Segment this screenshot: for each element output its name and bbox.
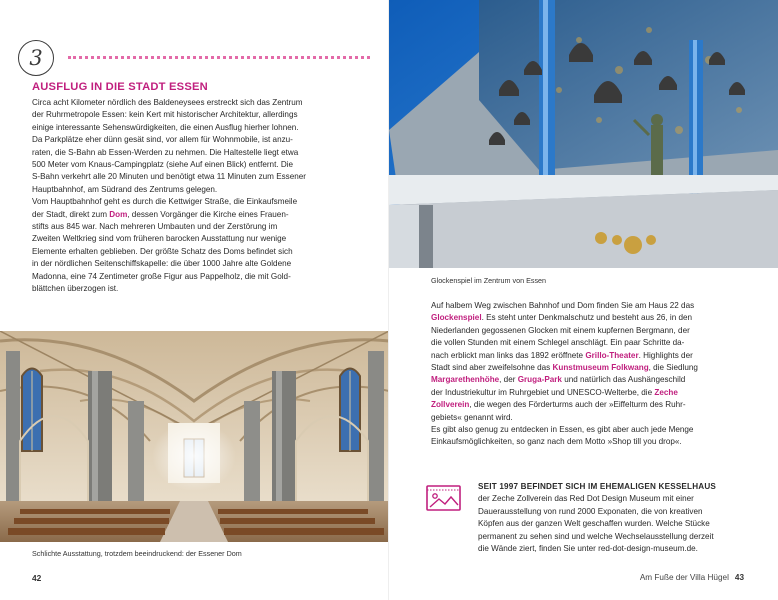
text-run: . Es steht unter Denkmalschutz und besteht aus 26, in den bbox=[481, 313, 693, 323]
chapter-number: 3 bbox=[29, 46, 43, 70]
page-number-right: 43 bbox=[734, 573, 744, 582]
photo-caption-dom: Schlichte Ausstattung, trotzdem beeindruckend: der Essener Dom bbox=[32, 549, 242, 558]
paragraph-1-line: der Ruhrmetropole Essen: kein Kert mit historischer Architektur, allerdings bbox=[32, 110, 298, 120]
body-line: Niederlanden gegossenen Glocken mit einem kupfernen Bergmann, der bbox=[431, 325, 690, 335]
info-box-line: Dauerausstellung von rund 2000 Exponaten, die von kreativen bbox=[478, 506, 703, 516]
photo-caption-glockenspiel: Glockenspiel im Zentrum von Essen bbox=[431, 276, 547, 285]
paragraph-1-line: Circa acht Kilometer nördlich des Baldeneysees erstreckt sich das Zentrum bbox=[32, 98, 303, 107]
paragraph-2-line: Vom Hauptbahnhof geht es durch die Kettwiger Straße, die Einkaufsmeile bbox=[32, 197, 298, 207]
body-line: Es gibt also genug zu entdecken in Essen, es gibt aber auch jede Menge bbox=[431, 425, 694, 435]
chapter-number-badge bbox=[18, 40, 54, 76]
highlight-dom: Dom bbox=[109, 209, 128, 219]
body-line: gebiets« genannt wird. bbox=[431, 412, 513, 422]
cathedral-illustration bbox=[0, 331, 389, 542]
highlight-grillo-theater: Grillo-Theater bbox=[585, 350, 639, 360]
running-head bbox=[640, 573, 744, 582]
info-box-line: permanent zu sehen sind und welche Wechselausstellung derzeit bbox=[478, 531, 714, 541]
text-run: , der bbox=[499, 375, 518, 385]
paragraph-2-line bbox=[32, 209, 378, 221]
cathedral-interior-photo bbox=[0, 331, 389, 542]
info-box-line: der Zeche Zollverein das Red Dot Design Museum mit einer bbox=[478, 494, 694, 504]
text-run: nach erblickt man links das 1892 eröffnete bbox=[431, 350, 586, 360]
highlight-glockenspiel: Glockenspiel bbox=[431, 313, 482, 323]
running-head-title: Am Fuße der Villa Hügel bbox=[639, 573, 729, 582]
right-page bbox=[389, 0, 778, 600]
glockenspiel-illustration bbox=[389, 0, 778, 268]
paragraph-2-line: Zweiten Weltkrieg sind vom früheren barocken Ausstattung nur wenige bbox=[32, 234, 287, 244]
dotted-divider bbox=[68, 56, 370, 59]
highlight-zeche: Zeche bbox=[654, 387, 678, 397]
text-run: der Stadt, direkt zum bbox=[32, 209, 110, 219]
body-line bbox=[431, 350, 753, 362]
paragraph-1-line: einige interessante Sehenswürdigkeiten, die einen Ausflug hierher lohnen. bbox=[32, 122, 299, 132]
text-run: , dessen Vorgänger die Kirche eines Frauen- bbox=[127, 209, 289, 219]
body-line bbox=[431, 387, 753, 399]
paragraph-1-line: 500 Meter vom Knaus-Campingplatz (siehe Auf einen Blick) entfernt. Die bbox=[32, 160, 294, 170]
gallery-picture-icon bbox=[425, 482, 462, 513]
paragraph-1-line: raten, die S-Bahn ab Essen-Werden zu nehmen. Die Haltestelle liegt etwa bbox=[32, 147, 299, 157]
info-box-title: SEIT 1997 BEFINDET SICH IM EHEMALIGEN KESSELHAUS bbox=[478, 482, 717, 491]
text-run: , die wegen des Förderturms auch der »Eiffelturm des Ruhr- bbox=[469, 400, 686, 410]
paragraph-1-line: Hauptbahnhof, am Südrand des Zentrums gelegen. bbox=[32, 184, 218, 194]
info-box-line: die Wände ziert, finden Sie unter red-dot-design-museum.de. bbox=[478, 544, 698, 554]
highlight-zollverein: Zollverein bbox=[431, 400, 470, 410]
paragraph-2-line: Elemente erhalten geblieben. Der größte Schatz des Doms befindet sich bbox=[32, 246, 293, 256]
paragraph-1-line: Da Parkplätze eher dünn gesät sind, vor allem für Wohnmobile, ist anzu- bbox=[32, 135, 293, 145]
text-run: Stadt sind aber zweifelsohne das bbox=[431, 363, 553, 373]
body-line bbox=[431, 362, 753, 374]
text-run: und natürlich das Aushängeschild bbox=[561, 375, 686, 385]
info-box-line: Köpfen aus der ganzen Welt geschaffen wurden. Welche Stücke bbox=[478, 519, 710, 529]
body-line bbox=[431, 374, 753, 386]
left-body-text bbox=[32, 97, 378, 296]
text-run: , die Siedlung bbox=[648, 363, 698, 373]
body-line: Einkaufsmöglichkeiten, so ganz nach dem Motto »Shop till you drop«. bbox=[431, 437, 682, 447]
section-title: AUSFLUG IN DIE STADT ESSEN bbox=[32, 81, 208, 93]
body-line: die vollen Stunden mit einem Schlegel anschlägt. Ein paar Schritte da- bbox=[431, 338, 685, 348]
body-line: Auf halbem Weg zwischen Bahnhof und Dom finden Sie am Haus 22 das bbox=[431, 301, 695, 310]
paragraph-2-line: Madonna, eine 74 Zentimeter große Figur aus Pappelholz, die mit Gold- bbox=[32, 271, 291, 281]
text-run: . Highlights der bbox=[638, 350, 693, 360]
paragraph-2-line: blättchen überzogen ist. bbox=[32, 284, 119, 294]
info-box-red-dot-museum bbox=[478, 481, 766, 555]
glockenspiel-photo bbox=[389, 0, 778, 268]
highlight-margarethenhoehe: Margarethenhöhe bbox=[431, 375, 500, 385]
page-number-left: 42 bbox=[32, 573, 42, 583]
body-line bbox=[431, 399, 753, 411]
paragraph-2-line: in der nördlichen Seitenschiffskapelle: die über 1000 Jahre alte Goldene bbox=[32, 259, 292, 269]
paragraph-2-line: stifts aus 845 war. Nach mehreren Umbauten und der Zerstörung im bbox=[32, 222, 278, 232]
highlight-kunstmuseum-folkwang: Kunstmuseum Folkwang bbox=[552, 363, 649, 373]
right-body-text bbox=[431, 300, 753, 449]
paragraph-1-line: S-Bahn verkehrt alle 20 Minuten und benötigt etwa 11 Minuten zum Essener bbox=[32, 172, 306, 182]
highlight-gruga-park: Gruga-Park bbox=[517, 375, 562, 385]
text-run: der Industriekultur im Ruhrgebiet und UNESCO-Welterbe, die bbox=[431, 387, 655, 397]
body-line bbox=[431, 312, 753, 324]
